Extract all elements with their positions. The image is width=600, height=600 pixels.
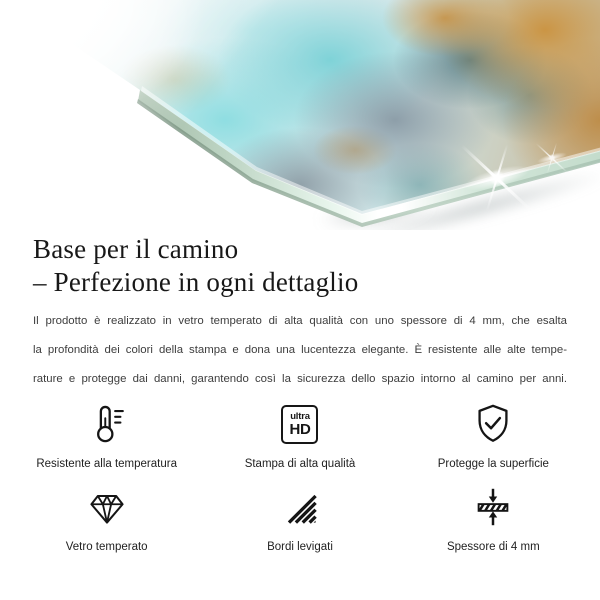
feature-grid — [0, 401, 600, 554]
feature-surface-protection — [397, 401, 590, 471]
ultra-hd-icon — [281, 405, 318, 444]
ultra-hd-icon-text: ultra — [290, 410, 310, 422]
feature-label: Protegge la superficie — [437, 458, 549, 470]
page-title-line1: Base per il camino — [33, 234, 239, 264]
page-title — [33, 233, 567, 299]
feature-label: Stampa di alta qualità — [244, 458, 356, 470]
description-line: Il prodotto è realizzato in vetro temperato di alta qualità con uno spessore di 4 mm, che esalta — [33, 315, 567, 327]
feature-label: Resistente alla temperatura — [36, 458, 177, 470]
feature-label: Vetro temperato — [65, 541, 148, 553]
ultra-hd-icon-text: HD — [289, 420, 311, 438]
feature-print-quality — [203, 401, 396, 471]
thickness-icon — [470, 484, 516, 530]
feature-label: Bordi levigati — [267, 541, 333, 553]
thermometer-icon — [84, 400, 130, 448]
product-description — [33, 307, 567, 394]
shield-check-icon — [470, 401, 516, 447]
diamond-icon — [84, 485, 130, 529]
feature-label: Spessore di 4 mm — [446, 541, 540, 553]
feature-thickness — [397, 484, 590, 554]
feature-temperature — [10, 401, 203, 471]
feature-polished-edges — [203, 484, 396, 554]
description-line: rature e protegge dai danni, garantendo così la sicurezza dello spazio intorno al camino per anni. — [33, 373, 567, 385]
feature-tempered-glass — [10, 484, 203, 554]
description-line: la profondità dei colori della stampa e dona una lucentezza elegante. È resistente alle alte tempe- — [33, 344, 567, 356]
product-description-section — [0, 233, 600, 394]
page-title-line2: – Perfezione in ogni dettaglio — [33, 267, 359, 297]
polished-edges-icon — [278, 485, 322, 529]
product-photo — [0, 0, 600, 230]
